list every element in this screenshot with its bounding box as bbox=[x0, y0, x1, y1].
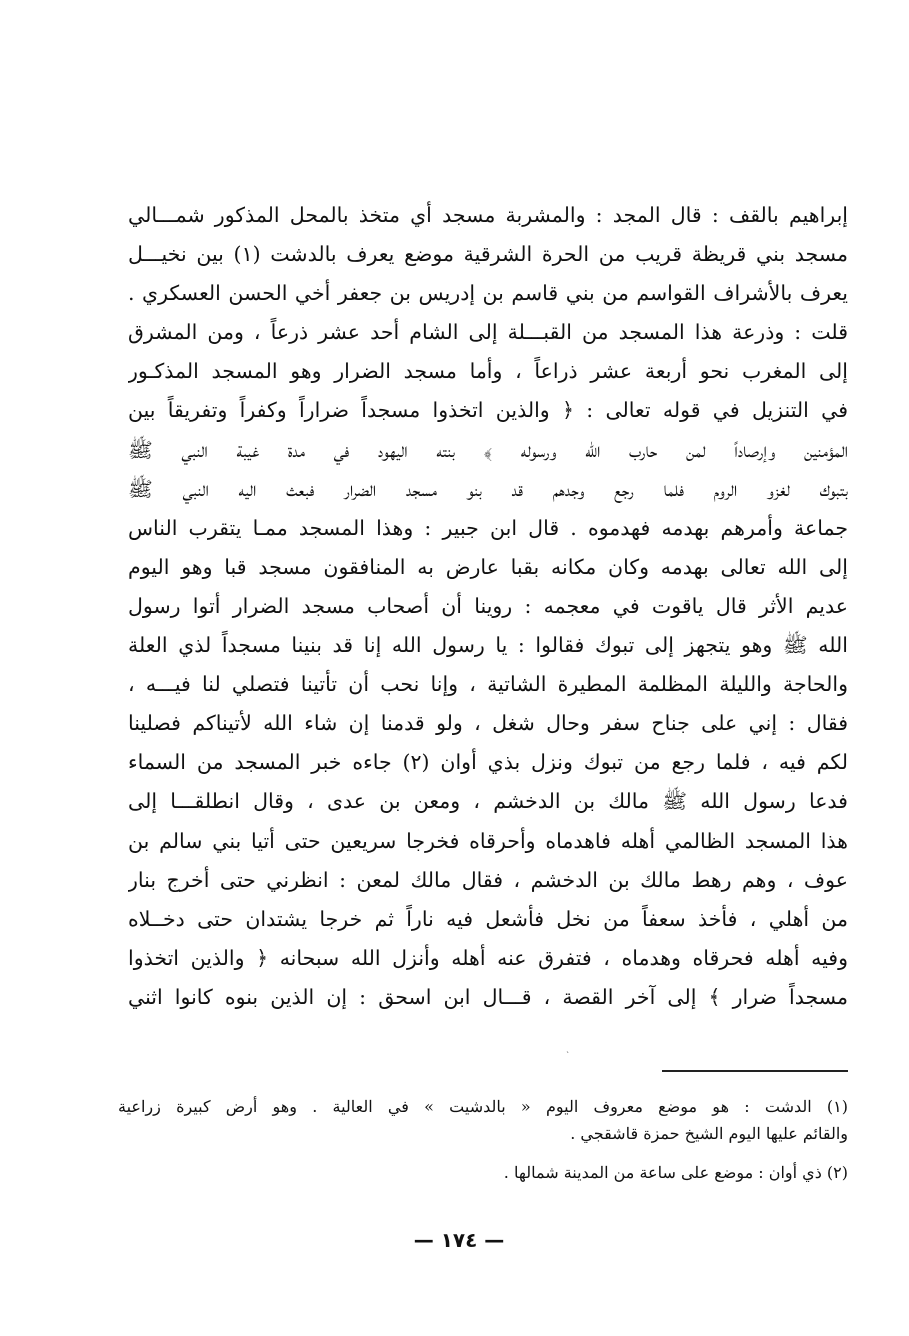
text-line: المؤمنين وإرصاداً لمن حارب الله ورسوله ﴾ بنته اليهود في مدة غيبة النبي ﷺ bbox=[128, 437, 848, 462]
text-line: يعرف بالأشراف القواسم من بني قاسم بن إدريس بن جعفر أخي الحسن العسكري . bbox=[128, 281, 848, 306]
text-line: هذا المسجد الظالمي أهله فاهدماه وأحرقاه فخرجا سريعين حتى أتيا بني سالم بن bbox=[128, 828, 848, 853]
text-line: إبراهيم بالقف : قال المجد : والمشربة مسجد أي متخذ بالمحل المذكور شمـــالي bbox=[128, 203, 848, 227]
text-line: فقال : إني على جناح سفر وحال شغل ، ولو قدمنا إن شاء الله لأتيناكم فصلينا bbox=[128, 711, 848, 736]
ink-mark: ˋ bbox=[566, 1051, 570, 1060]
text-line: إلى الله تعالى بهدمه وكان مكانه بقبا عارض به المنافقون مسجد قبا وهو اليوم bbox=[128, 554, 848, 579]
text-line: قلت : وذرعة هذا المسجد من القبـــلة إلى الشام أحد عشر ذرعاً ، ومن المشرق bbox=[128, 320, 848, 345]
text-line: بتبوك لغزو الروم فلما رجع وجدهم قد بنو مسجد الضرار فبعث اليه النبي ﷺ bbox=[128, 476, 848, 501]
text-line: وفيه أهله فحرقاه وهدماه ، فتفرق عنه أهله وأنزل الله سبحانه ﴿ والذين اتخذوا bbox=[128, 945, 848, 970]
page-number: — ١٧٤ — bbox=[413, 1228, 505, 1252]
text-line: والحاجة والليلة المظلمة المطيرة الشاتية ، وإنا نحب أن تأتينا فتصلي لنا فيـــه ، bbox=[128, 672, 848, 697]
footnote-1-line-2: والقائم عليها اليوم الشيخ حمزة قاشقجي . bbox=[570, 1124, 848, 1143]
text-line: عديم الأثر قال ياقوت في معجمه : روينا أن أصحاب مسجد الضرار أتوا رسول bbox=[128, 593, 848, 618]
text-line: فدعا رسول الله ﷺ مالك بن الدخشم ، ومعن بن عدى ، وقال انطلقـــا إلى bbox=[128, 789, 848, 814]
text-line: عوف ، وهم رهط مالك بن الدخشم ، فقال مالك لمعن : انظرني حتى أخرج بنار bbox=[128, 867, 848, 892]
text-line: مسجداً ضرار ﴾ إلى آخر القصة ، قـــال ابن اسحق : إن الذين بنوه كانوا اثني bbox=[128, 984, 848, 1009]
main-text-block bbox=[128, 196, 848, 1017]
text-line: جماعة وأمرهم بهدمه فهدموه . قال ابن جبير : وهذا المسجد ممـا يتقرب الناس bbox=[128, 515, 848, 540]
footnote-1-line-1: (١) الدشت : هو موضع معروف اليوم « بالدشيت » في العالية . وهو أرض كبيرة زراعية bbox=[118, 1097, 848, 1116]
text-line: لكم فيه ، فلما رجع من تبوك ونزل بذي أوان (٢) جاءه خبر المسجد من السماء bbox=[128, 750, 848, 775]
text-line: الله ﷺ وهو يتجهز إلى تبوك فقالوا : يا رسول الله إنا قد بنينا مسجداً لذي العلة bbox=[128, 633, 848, 658]
text-line: في التنزيل في قوله تعالى : ﴿ والذين اتخذوا مسجداً ضراراً وكفراً وتفريقاً بين bbox=[128, 398, 848, 423]
footnote-separator-rule bbox=[662, 1070, 848, 1072]
footnotes-block bbox=[118, 1093, 848, 1186]
text-line: إلى المغرب نحو أربعة عشر ذراعاً ، وأما مسجد الضرار وهو المسجد المذكـور bbox=[128, 359, 848, 384]
text-line: مسجد بني قريظة قريب من الحرة الشرقية موضع يعرف بالدشت (١) بين نخيـــل bbox=[128, 242, 848, 267]
footnote-2: (٢) ذي أوان : موضع على ساعة من المدينة شمالها . bbox=[503, 1163, 848, 1182]
text-line: من أهلي ، فأخذ سعفاً من نخل فأشعل فيه ناراً ثم خرجا يشتدان حتى دخــلاه bbox=[128, 906, 848, 931]
